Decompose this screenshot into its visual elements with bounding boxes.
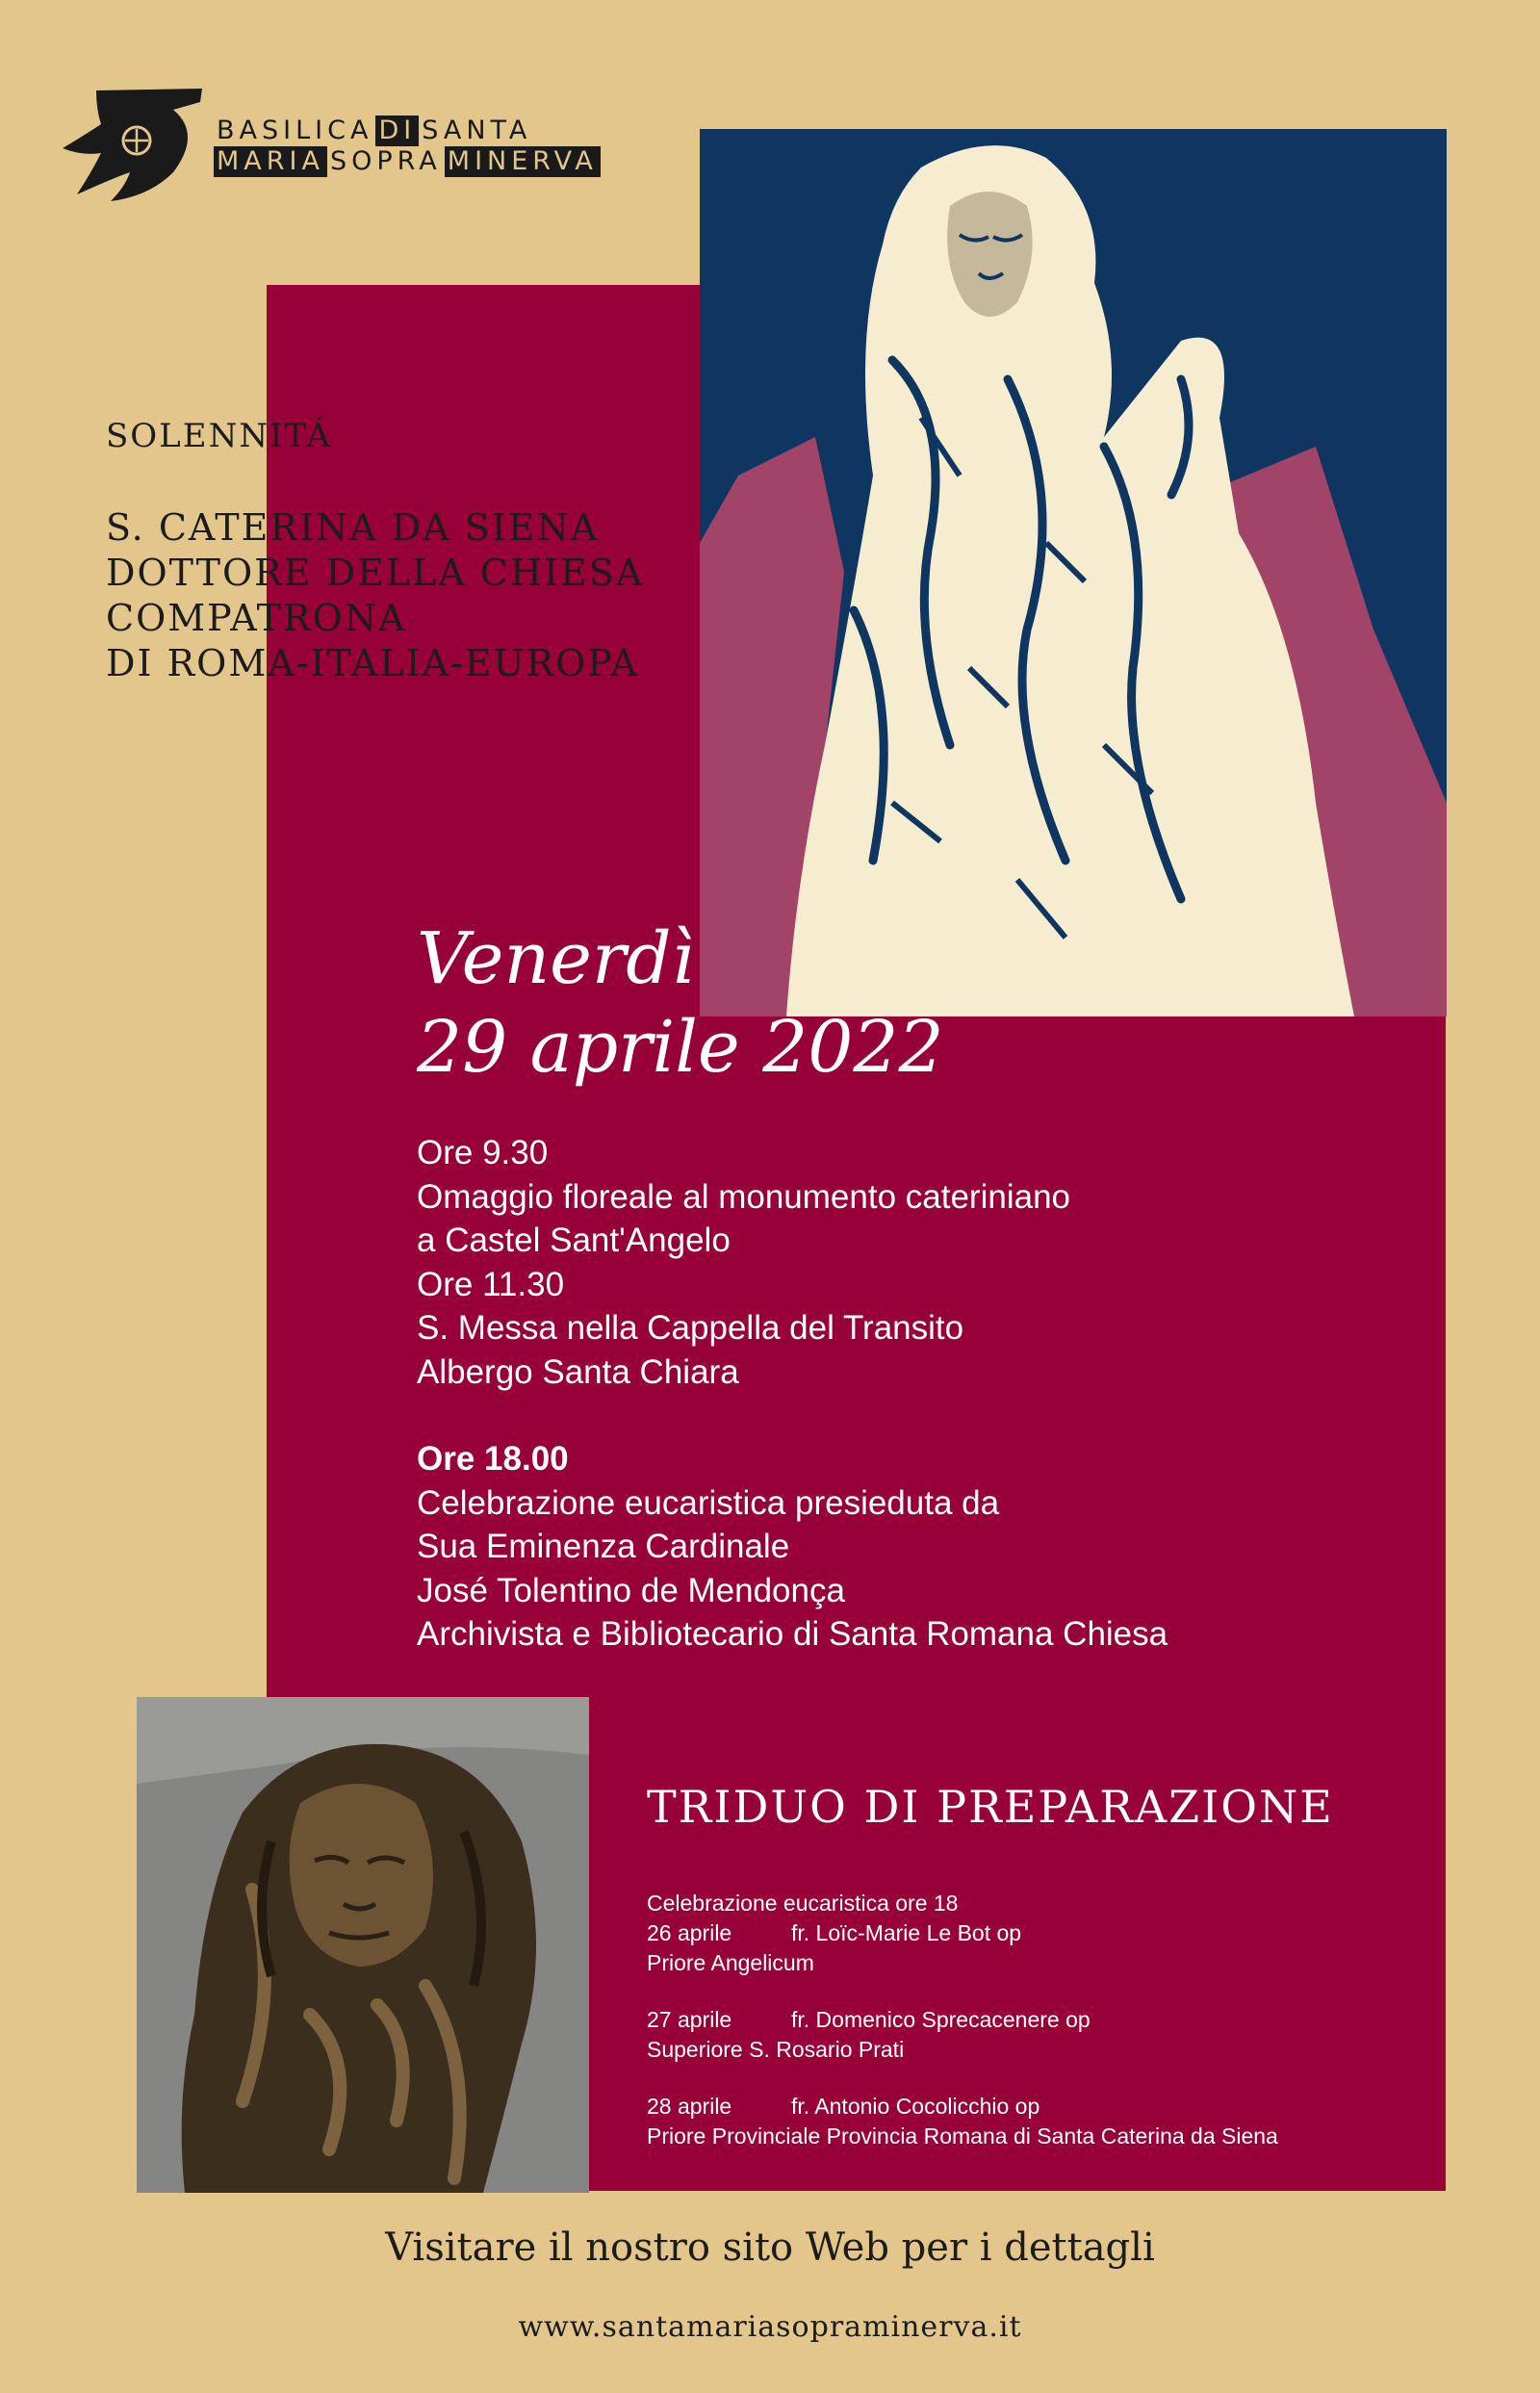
triduo-date: 28 aprile (647, 2094, 732, 2119)
triduo-celebrant: fr. Domenico Sprecacenere op (791, 2007, 1091, 2032)
program-time: Ore 18.00 (417, 1440, 569, 1478)
brand-word: MARIA (214, 146, 327, 177)
event-program (417, 1131, 1168, 1657)
triduo-title: TRIDUO DI PREPARAZIONE (647, 1781, 1334, 1833)
saint-title-line: S. CATERINA DA SIENA (106, 506, 600, 549)
saint-title-line: DOTTORE DELLA CHIESA (106, 552, 645, 594)
brand-word: SOPRA (329, 146, 442, 176)
basilica-logo (58, 81, 226, 206)
triduo-day-row (647, 2005, 1278, 2035)
brand-word: MINERVA (445, 146, 601, 177)
event-weekday: Venerdì (417, 917, 695, 1000)
triduo-day-row (647, 1918, 1278, 1948)
program-line: Sua Eminenza Cardinale (417, 1528, 790, 1565)
bronze-statue-image (137, 1697, 589, 2193)
event-date (417, 914, 944, 1092)
triduo-day-row (647, 2092, 1278, 2122)
saint-catherine-statue-image (700, 129, 1447, 1016)
saint-title-line: COMPATRONA (106, 597, 407, 639)
program-line: Celebrazione eucaristica presieduta da (417, 1483, 1000, 1522)
triduo-role: Priore Angelicum (647, 1950, 814, 1975)
program-time: Ore 9.30 (417, 1134, 549, 1171)
brand-word: SANTA (422, 116, 532, 145)
program-line: Albergo Santa Chiara (417, 1352, 739, 1391)
triduo-role: Superiore S. Rosario Prati (647, 2037, 905, 2062)
triduo-date: 27 aprile (647, 2007, 732, 2032)
event-day: 29 aprile 2022 (417, 1006, 944, 1089)
triduo-date: 26 aprile (647, 1920, 732, 1945)
saint-title-line: DI ROMA-ITALIA-EUROPA (106, 642, 639, 684)
program-line: José Tolentino de Mendonça (417, 1571, 845, 1609)
triduo-celebrant: fr. Antonio Cocolicchio op (791, 2094, 1040, 2119)
website-link[interactable]: www.santamariasopraminerva.it (518, 2310, 1022, 2344)
program-line: S. Messa nella Cappella del Transito (417, 1309, 964, 1347)
program-line: Archivista e Bibliotecario di Santa Romana Chiesa (417, 1615, 1168, 1653)
triduo-celebrant: fr. Loïc-Marie Le Bot op (791, 1920, 1022, 1945)
basilica-name (214, 116, 601, 177)
triduo-schedule (647, 1889, 1278, 2151)
brand-word: BASILICA (217, 116, 373, 145)
solemnity-label: SOLENNITÁ (106, 417, 332, 455)
program-line: Omaggio floreale al monumento cateriniano (417, 1177, 1070, 1216)
brand-word: DI (375, 116, 419, 146)
triduo-role: Priore Provinciale Provincia Romana di Santa Caterina da Siena (647, 2123, 1278, 2149)
saint-title (106, 505, 644, 686)
program-line: a Castel Sant'Angelo (417, 1222, 731, 1259)
solemnity-heading (106, 417, 644, 686)
website-invitation: Visitare il nostro sito Web per i dettagli (385, 2226, 1155, 2270)
program-time: Ore 11.30 (417, 1265, 565, 1303)
triduo-intro: Celebrazione eucaristica ore 18 (647, 1891, 959, 1916)
